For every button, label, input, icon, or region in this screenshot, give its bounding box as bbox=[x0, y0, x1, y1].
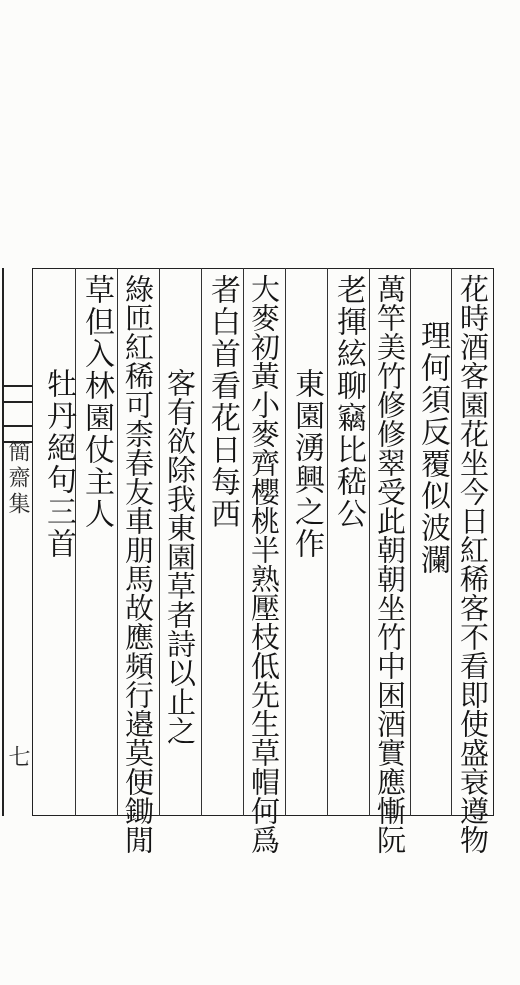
text-column: 花時酒客園花坐今日紅稀客不看即使盛衰遵物 bbox=[456, 274, 490, 854]
column-rule bbox=[369, 268, 370, 816]
text-column: 草但入林園仗主人 bbox=[79, 274, 114, 530]
margin-page-number: 七 bbox=[5, 745, 30, 771]
column-rule bbox=[410, 268, 411, 816]
margin-book-title: 簡齋集 bbox=[5, 440, 30, 518]
poem-title: 東園湧興之作 bbox=[289, 368, 324, 560]
margin-rule bbox=[2, 268, 4, 816]
text-column: 老揮絃聊竊比嵇公 bbox=[331, 274, 366, 530]
fishtail-mark-upper bbox=[2, 385, 32, 403]
column-rule bbox=[327, 268, 328, 816]
text-column: 理何須反覆似波瀾 bbox=[415, 320, 450, 576]
column-rule bbox=[285, 268, 286, 816]
text-column: 大麥初黃小麥齊櫻桃半熟壓枝低先生草帽何爲 bbox=[247, 274, 281, 854]
poem-title: 牡丹絕句三首 bbox=[41, 368, 76, 560]
column-rule bbox=[201, 268, 202, 816]
column-rule bbox=[117, 268, 118, 816]
text-column: 綠匝紅稀可柰春友車朋馬故應頻行邉莫便鋤閒 bbox=[121, 274, 155, 854]
text-column: 萬竿美竹修修翠受此朝朝坐竹中困酒實應慚阮 bbox=[373, 274, 407, 854]
poem-title: 客有欲除我東園草者詩以止之 bbox=[163, 368, 197, 745]
column-rule bbox=[451, 268, 452, 816]
text-column: 者白首看花日每西 bbox=[205, 274, 240, 530]
column-rule bbox=[243, 268, 244, 816]
column-rule bbox=[159, 268, 160, 816]
